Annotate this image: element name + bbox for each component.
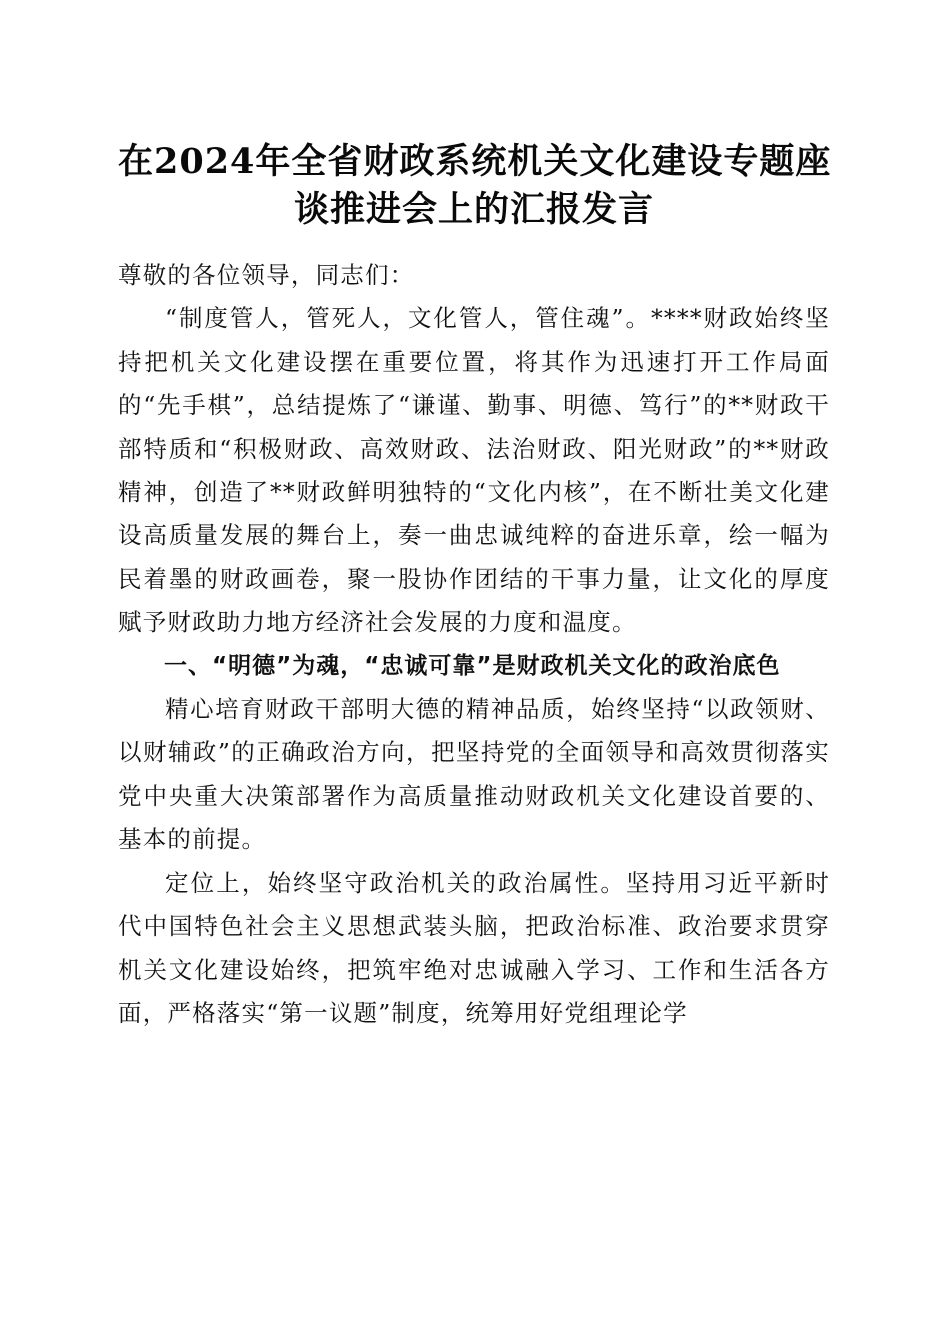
title-line-1: 在2024年全省财政系统机关文化建设专题座	[118, 141, 832, 182]
document-body	[118, 254, 830, 1035]
document-title	[118, 138, 830, 234]
intro-paragraph: “制度管人，管死人，文化管人，管住魂”。****财政始终坚持把机关文化建设摆在重要位置，将其作为迅速打开工作局面的“先手棋”，总结提炼了“谦谨、勤事、明德、笃行”的**财政干部特质和“积极财政、高效财政、法治财政、阳光财政”的**财政精神，创造了**财政鲜明独特的“文化内核”，在不断壮美文化建设高质量发展的舞台上，奏一曲忠诚纯粹的奋进乐章，绘一幅为民着墨的财政画卷，聚一股协作团结的干事力量，让文化的厚度赋予财政助力地方经济社会发展的力度和温度。	[118, 304, 830, 637]
body-paragraph: 精心培育财政干部明大德的精神品质，始终坚持“以政领财、以财辅政”的正确政治方向，把坚持党的全面领导和高效贯彻落实党中央重大决策部署作为高质量推动财政机关文化建设首要的、基本的前提。	[118, 695, 830, 854]
body-paragraph: 定位上，始终坚守政治机关的政治属性。坚持用习近平新时代中国特色社会主义思想武装头脑，把政治标准、政治要求贯穿机关文化建设始终，把筑牢绝对忠诚融入学习、工作和生活各方面，严格落实“第一议题”制度，统筹用好党组理论学	[118, 868, 830, 1027]
title-line-2: 谈推进会上的汇报发言	[293, 189, 654, 230]
section-heading-1: 一、“明德”为魂，“忠诚可靠”是财政机关文化的政治底色	[164, 652, 781, 679]
salutation: 尊敬的各位领导，同志们：	[118, 261, 415, 289]
